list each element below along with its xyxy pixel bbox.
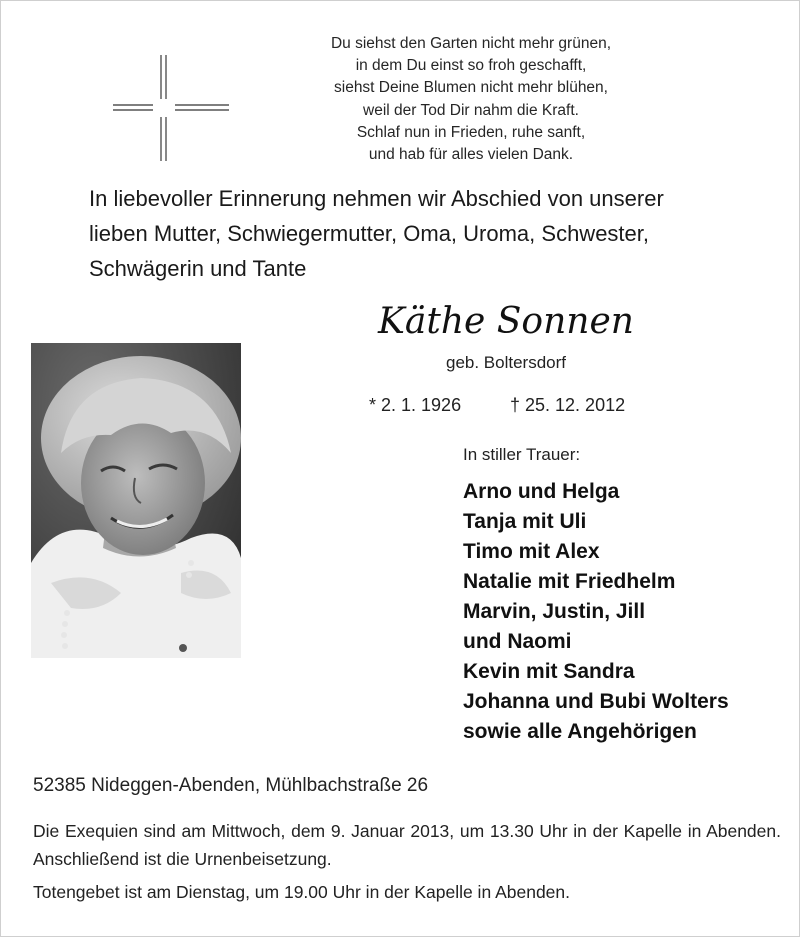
deceased-name: Käthe Sonnen bbox=[378, 301, 634, 342]
mourner-name: und Naomi bbox=[463, 630, 572, 653]
poem-line: in dem Du einst so froh geschafft, bbox=[355, 57, 587, 75]
death-date: † 25. 12. 2012 bbox=[510, 395, 626, 415]
intro-line: Schwägerin und Tante bbox=[89, 256, 307, 281]
mourner-name: Timo mit Alex bbox=[463, 540, 600, 563]
intro-line: lieben Mutter, Schwiegermutter, Oma, Uroma, Schwester, bbox=[89, 221, 650, 246]
poem-line: Schlaf nun in Frieden, ruhe sanft, bbox=[356, 123, 586, 141]
cross-icon bbox=[111, 53, 231, 163]
prayer-info: Totengebet ist am Dienstag, um 19.00 Uhr in der Kapelle in Abenden. bbox=[33, 882, 571, 902]
mourner-name: sowie alle Angehörigen bbox=[463, 720, 697, 743]
mourner-name: Marvin, Justin, Jill bbox=[463, 600, 646, 623]
poem bbox=[261, 33, 681, 166]
poem-line: und hab für alles vielen Dank. bbox=[368, 146, 574, 164]
poem-line: weil der Tod Dir nahm die Kraft. bbox=[363, 101, 579, 119]
intro-text bbox=[89, 181, 789, 286]
mourner-name: Tanja mit Uli bbox=[463, 510, 587, 533]
mourner-name: Natalie mit Friedhelm bbox=[463, 570, 676, 593]
birth-date: * 2. 1. 1926 bbox=[369, 395, 462, 415]
family-address: 52385 Nideggen-Abenden, Mühlbachstraße 26 bbox=[33, 775, 429, 796]
intro-line: In liebevoller Erinnerung nehmen wir Abschied von unserer bbox=[89, 186, 664, 211]
portrait-illustration bbox=[31, 343, 241, 658]
funeral-service-info: Die Exequien sind am Mittwoch, dem 9. Januar 2013, um 13.30 Uhr in der Kapelle in Abenden. Anschließend ist die Urnenbeisetzung. bbox=[33, 821, 781, 869]
portrait-photo bbox=[31, 343, 241, 658]
poem-line: Du siehst den Garten nicht mehr grünen, bbox=[330, 35, 611, 52]
mourning-heading: In stiller Trauer: bbox=[463, 445, 581, 464]
mourner-name: Kevin mit Sandra bbox=[463, 660, 635, 683]
mourner-name: Arno und Helga bbox=[463, 480, 620, 503]
poem-line: siehst Deine Blumen nicht mehr blühen, bbox=[334, 79, 608, 97]
mourners-list bbox=[463, 477, 729, 747]
birth-name: geb. Boltersdorf bbox=[445, 353, 566, 372]
mourner-name: Johanna und Bubi Wolters bbox=[463, 690, 729, 713]
